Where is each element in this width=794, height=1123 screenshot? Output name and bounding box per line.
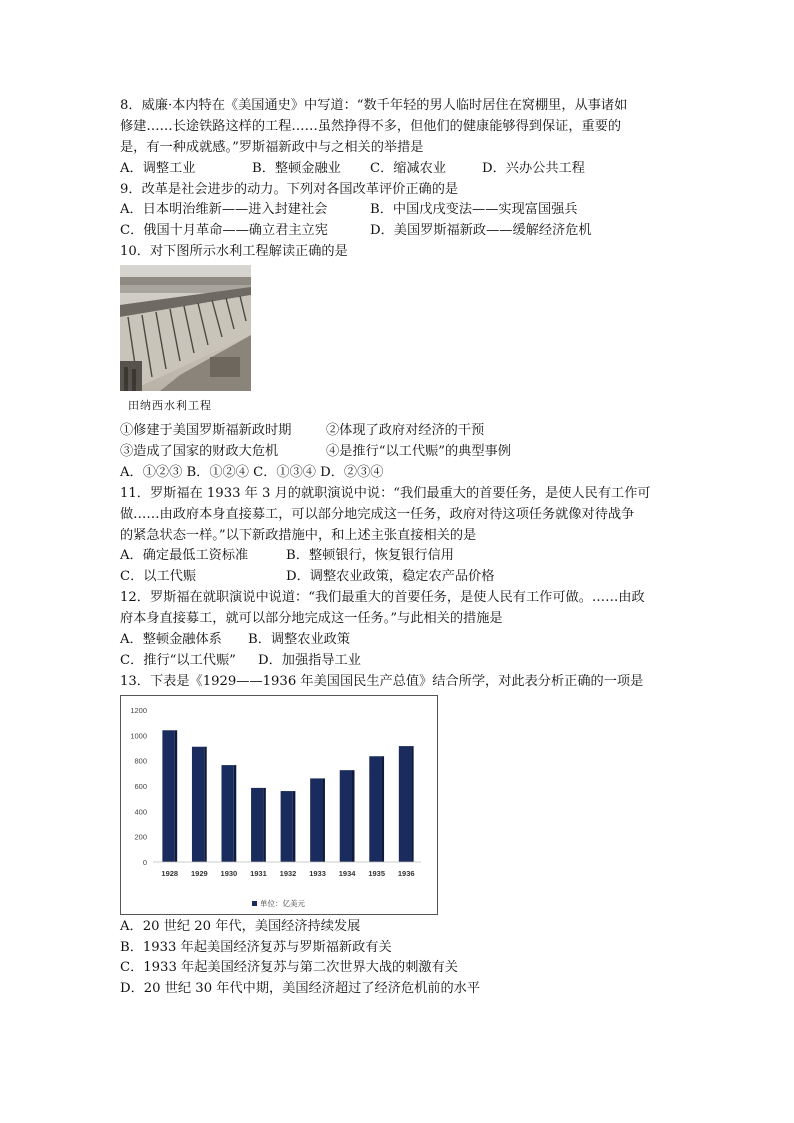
q8-stem-line-2: 修建……长途铁路这样的工程……虽然挣得不多，但他们的健康能够得到保证，重要的	[120, 118, 622, 134]
x-tick-label: 1929	[190, 868, 208, 878]
legend-swatch	[252, 901, 257, 906]
q11-option-d[interactable]: D．调整农业政策，稳定农产品价格	[286, 569, 495, 585]
photo-caption: 田纳西水利工程	[128, 399, 212, 413]
bar-shade	[352, 770, 355, 862]
q13-option-c[interactable]: C．1933 年起美国经济复苏与第二次世界大战的刺激有关	[120, 960, 458, 976]
bar-shade	[293, 791, 296, 862]
q12-stem-line-2: 府本身直接募工，就可以部分地完成这一任务。”与此相关的措施是	[120, 611, 503, 627]
question-content	[120, 96, 680, 1000]
x-tick-label: 1931	[250, 868, 267, 878]
q9-option-d[interactable]: D．美国罗斯福新政——缓解经济危机	[370, 223, 592, 239]
bar-shade	[204, 746, 207, 861]
q13-stem: 13．下表是《1929——1936 年美国国民生产总值》结合所学，对此表分析正确的一项是	[120, 673, 644, 689]
x-tick-label: 1935	[368, 868, 386, 878]
q9-options-row-2	[120, 221, 680, 242]
q12-option-c[interactable]: C．推行“以工代赈”	[120, 652, 236, 668]
q11-option-c[interactable]: C．以工代赈	[120, 569, 197, 585]
q11-options-row-2	[120, 567, 680, 588]
q8-option-b[interactable]: B．整顿金融业	[252, 160, 341, 176]
q11-option-b[interactable]: B．整顿银行，恢复银行信用	[286, 548, 454, 564]
q11-option-a[interactable]: A．确定最低工资标准	[120, 548, 249, 564]
q9-options-row-1	[120, 200, 680, 221]
bar-shade	[175, 730, 178, 862]
y-tick-label: 800	[134, 756, 147, 766]
q11-stem-line-1: 11．罗斯福在 1933 年 3 月的就职演说中说：“我们最重大的首要任务，是使人民有工作可	[120, 485, 651, 501]
q8-option-d[interactable]: D．兴办公共工程	[482, 160, 585, 176]
q9-option-a[interactable]: A．日本明治维新——进入封建社会	[120, 202, 328, 218]
x-tick-label: 1932	[279, 868, 297, 878]
y-tick-label: 0	[142, 857, 147, 867]
dam-photo-figure	[120, 265, 255, 415]
bar	[340, 770, 352, 862]
q11-options-row-1	[120, 546, 680, 567]
q8-options	[120, 159, 680, 180]
y-tick-label: 600	[134, 781, 147, 791]
q9-option-b[interactable]: B．中国戊戌变法——实现富国强兵	[370, 202, 578, 218]
bar	[369, 756, 381, 862]
bar-shade	[263, 788, 266, 862]
gnp-chart	[120, 695, 438, 915]
x-tick-label: 1933	[309, 868, 326, 878]
q12-options-row-1	[120, 630, 680, 651]
x-tick-label: 1930	[220, 868, 238, 878]
q12-option-d[interactable]: D．加强指导工业	[258, 652, 361, 668]
tennessee-dam-photo	[120, 265, 251, 391]
legend-label: 单位：亿美元	[260, 898, 305, 908]
q9-option-c[interactable]: C．俄国十月革命——确立君主立宪	[120, 223, 328, 239]
bar	[281, 791, 293, 862]
bar	[251, 788, 263, 862]
q10-options[interactable]: A．①②③ B．①②④ C．①③④ D．②③④	[120, 464, 384, 480]
q8-stem-line-3: 是，有一种成就感。”罗斯福新政中与之相关的举措是	[120, 139, 424, 155]
q8-option-a[interactable]: A．调整工业	[120, 160, 196, 176]
x-tick-label: 1928	[161, 868, 179, 878]
q10-statement-3: ③造成了国家的财政大危机	[120, 444, 279, 460]
q10-statement-2: ②体现了政府对经济的干预	[326, 423, 485, 439]
q12-option-b[interactable]: B．调整农业政策	[248, 632, 351, 648]
x-tick-label: 1934	[338, 868, 356, 878]
q13-option-a[interactable]: A．20 世纪 20 年代，美国经济持续发展	[120, 918, 361, 934]
bar	[192, 746, 204, 861]
q10-statement-1: ①修建于美国罗斯福新政时期	[120, 423, 292, 439]
q9-stem: 9．改革是社会进步的动力。下列对各国改革评价正确的是	[120, 181, 459, 197]
bar	[399, 746, 411, 862]
q10-statement-4: ④是推行“以工代赈”的典型事例	[326, 444, 511, 460]
q13-option-d[interactable]: D．20 世纪 30 年代中期，美国经济超过了经济危机前的水平	[120, 981, 481, 997]
q12-stem-line-1: 12．罗斯福在就职演说中说道：“我们最重大的首要任务，是使人民有工作可做。……由政	[120, 590, 645, 606]
bar-shade	[234, 765, 237, 862]
q13-option-b[interactable]: B．1933 年起美国经济复苏与罗斯福新政有关	[120, 939, 392, 955]
q11-stem-line-3: 的紧急状态一样。”以下新政措施中，和上述主张直接相关的是	[120, 527, 477, 543]
q8-stem-line-1: 8．威廉·本内特在《美国通史》中写道：“数千年轻的男人临时居住在窝棚里，从事诸如	[120, 98, 628, 113]
q10-statements-row-1	[120, 421, 680, 442]
y-tick-label: 1200	[130, 705, 147, 715]
y-tick-label: 1000	[130, 731, 147, 741]
q8-option-c[interactable]: C．缩减农业	[370, 160, 447, 176]
bar-shade	[382, 756, 385, 862]
bar-shade	[411, 746, 414, 862]
bar	[310, 778, 322, 862]
bar-shade	[322, 778, 325, 862]
q10-stem: 10．对下图所示水利工程解读正确的是	[120, 244, 348, 260]
q10-statements-row-2	[120, 442, 680, 463]
y-tick-label: 200	[134, 832, 147, 842]
y-tick-label: 400	[134, 807, 147, 817]
q11-stem-line-2: 做……由政府本身直接募工，可以部分地完成这一任务，政府对待这项任务就像对待战争	[120, 506, 635, 522]
q12-options-row-2	[120, 651, 680, 672]
bar	[162, 730, 174, 862]
q12-option-a[interactable]: A．整顿金融体系	[120, 632, 222, 648]
bar	[222, 765, 234, 862]
x-tick-label: 1936	[397, 868, 415, 878]
gnp-bar-chart	[121, 696, 437, 914]
